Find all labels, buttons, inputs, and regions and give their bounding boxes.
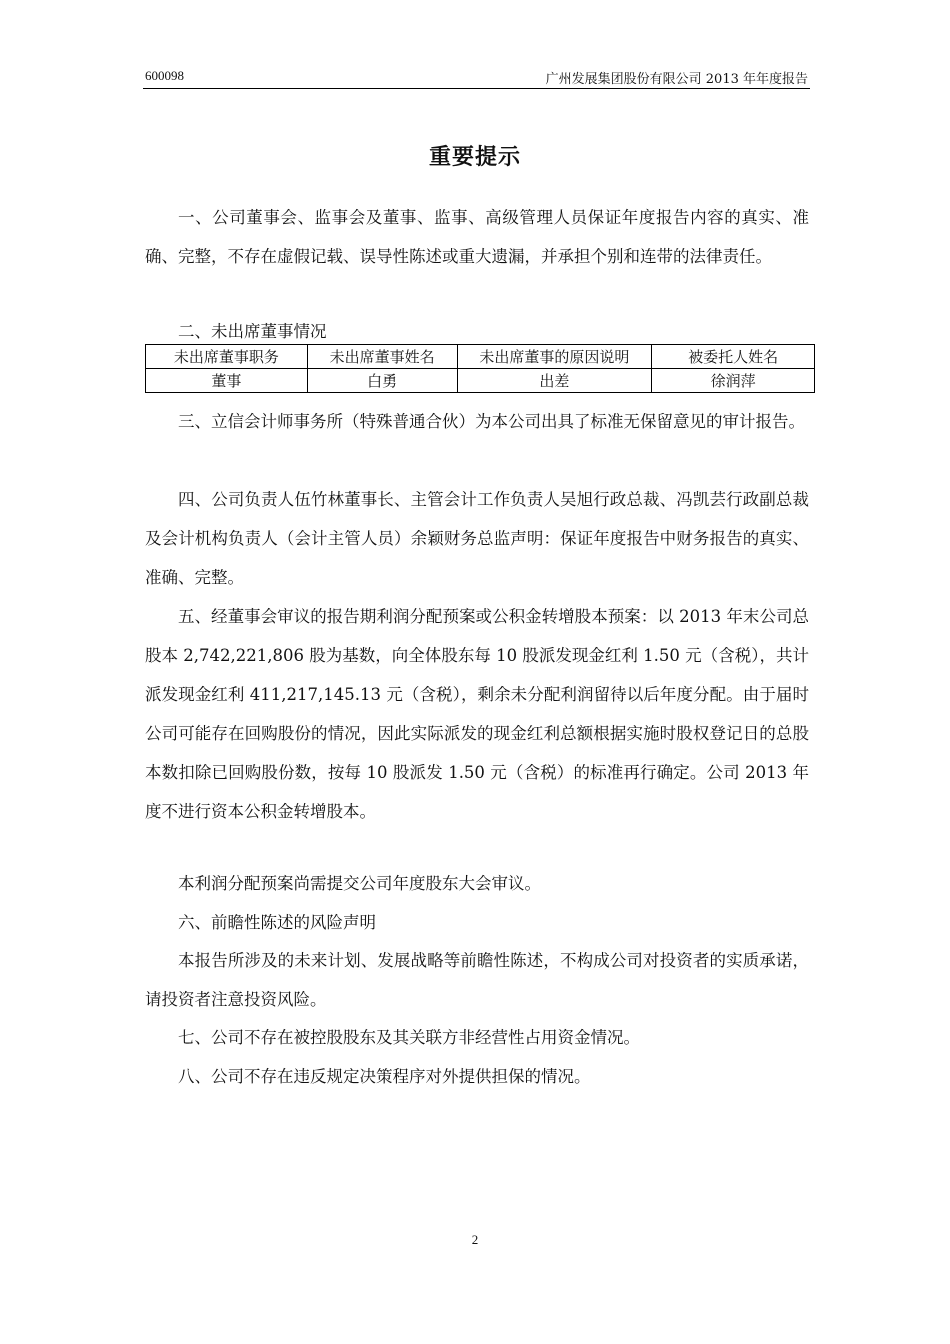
table-cell: 徐润萍 bbox=[652, 369, 815, 393]
table-cell: 董事 bbox=[146, 369, 308, 393]
header-cell: 未出席董事姓名 bbox=[307, 345, 457, 369]
page-header bbox=[143, 64, 810, 89]
section-6: 本报告所涉及的未来计划、发展战略等前瞻性陈述，不构成公司对投资者的实质承诺，请投资者注意投资风险。 bbox=[145, 951, 809, 1009]
table-cell: 出差 bbox=[457, 369, 652, 393]
section-3: 三、立信会计师事务所（特殊普通合伙）为本公司出具了标准无保留意见的审计报告。 bbox=[178, 412, 805, 431]
table-cell: 白勇 bbox=[307, 369, 457, 393]
section-1: 一、公司董事会、监事会及董事、监事、高级管理人员保证年度报告内容的真实、准确、完整，不存在虚假记载、误导性陈述或重大遗漏，并承担个别和连带的法律责任。 bbox=[145, 208, 809, 266]
header-cell: 未出席董事的原因说明 bbox=[457, 345, 652, 369]
section-4: 四、公司负责人伍竹林董事长、主管会计工作负责人吴旭行政总裁、冯凯芸行政副总裁及会计机构负责人（会计主管人员）余颖财务总监声明：保证年度报告中财务报告的真实、准确、完整。 bbox=[145, 490, 809, 587]
section-8: 八、公司不存在违反规定决策程序对外提供担保的情况。 bbox=[178, 1067, 591, 1086]
header-cell: 被委托人姓名 bbox=[652, 345, 815, 369]
section-6-heading: 六、前瞻性陈述的风险声明 bbox=[178, 913, 376, 932]
section-5: 五、经董事会审议的报告期利润分配预案或公积金转增股本预案：以 2013 年末公司总股本 2,742,221,806 股为基数，向全体股东每 10 股派发现金红利 1.50 元（含税），共计派发现金红利 411,217,145.13 元（含税），剩余未分配利润留待以后年度分配。由于届时公司可能存在回购股份的情况，因此实际派发的现金红利总额根据实施时股权登记日的总股本数扣除已回购股份数，按每 10 股派发 1.50 元（含税）的标准再行确定。公司 2013 年度不进行资本公积金转增股本。 bbox=[145, 607, 809, 821]
absent-directors-table bbox=[145, 344, 815, 393]
page-title: 重要提示 bbox=[428, 144, 521, 170]
section-7: 七、公司不存在被控股股东及其关联方非经营性占用资金情况。 bbox=[178, 1028, 640, 1047]
stock-code: 600098 bbox=[145, 68, 184, 83]
table-row bbox=[146, 369, 815, 393]
page-number: 2 bbox=[471, 1232, 479, 1247]
section-5-note: 本利润分配预案尚需提交公司年度股东大会审议。 bbox=[178, 874, 541, 893]
section-2-heading: 二、未出席董事情况 bbox=[178, 322, 327, 341]
table-header-row bbox=[146, 345, 815, 369]
report-title: 广州发展集团股份有限公司 2013 年年度报告 bbox=[545, 72, 808, 87]
header-cell: 未出席董事职务 bbox=[146, 345, 308, 369]
